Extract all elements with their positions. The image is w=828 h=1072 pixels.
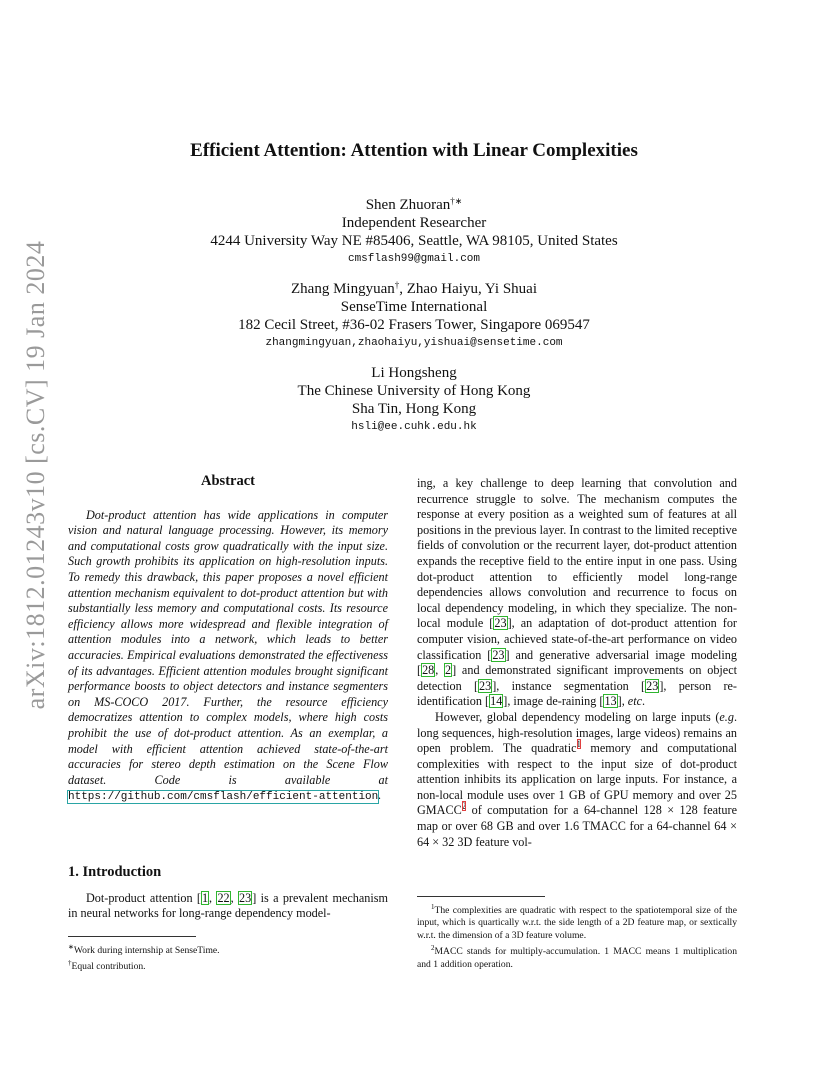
author-block-2 <box>0 280 828 352</box>
section-heading: 1. Introduction <box>68 864 162 880</box>
author-affiliation: SenseTime International <box>340 299 488 315</box>
author-address: 4244 University Way NE #85406, Seattle, WA 98105, United States <box>210 233 618 249</box>
author-email: cmsflash99@gmail.com <box>347 253 481 265</box>
author-address: Sha Tin, Hong Kong <box>351 401 477 417</box>
body-paragraph: ing, a key challenge to deep learning that convolution and recurrence struggle to solve. The mechanism computes the response at every position as a weighted sum of features at all positions in the previous layer. In contrast to the limited receptive fields of convolution or the recurrent layer, dot-product attention expands the receptive field to the entire input in one pass. Using dot-product attention to efficiently model long-range dependencies allows convolution and recurrence to focus on local dependency modeling, in which they specialize. The non-local module [23], an adaptation of dot-product attention for computer vision, achieved state-of-the-art performance on video classification [23] and generative adversarial image modeling [28, 2] and demonstrated significant improvements on object detection [23], instance segmentation [23], person re-identification [14], image de-raining [13], etc. <box>417 476 738 709</box>
footnote-ref[interactable]: 1 <box>576 739 581 750</box>
abstract-text: Dot-product attention has wide applications in computer vision and natural language processing. However, its memory and computational costs grow quadratically with the input size. Such growth prohibits its application on high-resolution inputs. To remedy this drawback, this paper proposes a novel efficient attention mechanism equivalent to dot-product attention but with substantially less memory and computational costs. Its resource efficiency allows more widespread and flexible integration of attention modules into a network, which leads to better accuracies. Empirical evaluations demonstrated the effectiveness of its advantages. Efficient attention modules brought significant performance boosts to object detectors and instance segmenters on MS-COCO 2017. Further, the resource efficiency democratizes attention to complex models, where high costs prohibit the use of dot-product attention. As an exemplar, a model with efficient attention achieved state-of-the-art accuracies for stereo depth estimation on the Scene Flow dataset. Code is available at https://github.com/cmsflash/efficient-attention. <box>68 507 388 804</box>
abstract-heading: Abstract <box>201 473 255 489</box>
author-email: hsli@ee.cuhk.edu.hk <box>351 421 477 433</box>
code-link[interactable]: https://github.com/cmsflash/efficient-attention <box>68 791 379 804</box>
author-affiliation: The Chinese University of Hong Kong <box>297 383 531 399</box>
author-email: zhangmingyuan,zhaohaiyu,yishuai@sensetime.com <box>265 337 563 349</box>
footnote-rule <box>417 896 545 897</box>
intro-paragraph: Dot-product attention [1, 22, 23] is a prevalent mechanism in neural networks for long-range dependency model- <box>68 890 388 921</box>
citation-link[interactable]: 13 <box>604 694 617 709</box>
citation-link[interactable]: 23 <box>646 678 659 693</box>
author-block-1 <box>0 196 828 268</box>
footnote: $^1$The complexities are quadratic with respect to the spatiotemporal size of the input, which is quartically w.r.t. the side length of a 2D feature map, or sextically w.r.t. the dimension of a 3D feature volume. <box>417 903 737 941</box>
introduction-section <box>68 865 388 922</box>
citation-link[interactable]: 1 <box>201 890 209 905</box>
citation-link[interactable]: 2 <box>445 663 452 678</box>
author-name: Li Hongsheng <box>371 365 457 381</box>
citation-link[interactable]: 22 <box>217 890 230 905</box>
body-paragraph: However, global dependency modeling on large inputs (e.g. long sequences, high-resolution images, large videos) remains an open problem. The quadratic$^1$ memory and computational complexities with respect to the input size of dot-product attention inhibits its application on large inputs. For instance, a non-local module uses over 1 GB of GPU memory and over 25 GMACC$^2$ of computation for a 64-channel 128 × 128 feature map or over 68 GB and over 1.6 TMACC for a 64-channel 64 × 64 × 32 3D feature vol- <box>417 709 738 849</box>
author-marks: † <box>394 280 400 290</box>
footnote: $^2$MACC stands for multiply-accumulation. 1 MACC means 1 multiplication and 1 addition operation. <box>417 944 737 970</box>
right-column <box>417 476 737 850</box>
author-name: Zhang Mingyuan <box>291 281 395 297</box>
author-marks: †∗ <box>450 196 463 206</box>
citation-link[interactable]: 23 <box>492 647 505 662</box>
left-footnotes <box>68 936 388 974</box>
citation-link[interactable]: 28 <box>422 663 435 678</box>
footnote: ∗Work during internship at SenseTime. <box>68 943 220 956</box>
right-footnotes <box>417 896 737 971</box>
citation-link[interactable]: 23 <box>494 616 507 631</box>
author-names-rest: , Zhao Haiyu, Yi Shuai <box>399 281 537 297</box>
citation-link[interactable]: 14 <box>490 694 503 709</box>
footnote: †Equal contribution. <box>68 959 146 973</box>
citation-link[interactable]: 23 <box>479 678 492 693</box>
author-block-3 <box>0 364 828 436</box>
author-name: Shen Zhuoran <box>365 197 451 213</box>
paper-title: Efficient Attention: Attention with Linear Complexities <box>190 140 638 161</box>
left-column <box>68 474 388 806</box>
author-address: 182 Cecil Street, #36-02 Frasers Tower, Singapore 069547 <box>238 317 590 333</box>
arxiv-identifier: arXiv:1812.01243v10 [cs.CV] 19 Jan 2024 <box>21 240 50 710</box>
footnote-rule <box>68 936 196 937</box>
citation-link[interactable]: 23 <box>239 890 252 905</box>
footnote-ref[interactable]: 2 <box>461 801 467 812</box>
author-affiliation: Independent Researcher <box>341 215 487 231</box>
